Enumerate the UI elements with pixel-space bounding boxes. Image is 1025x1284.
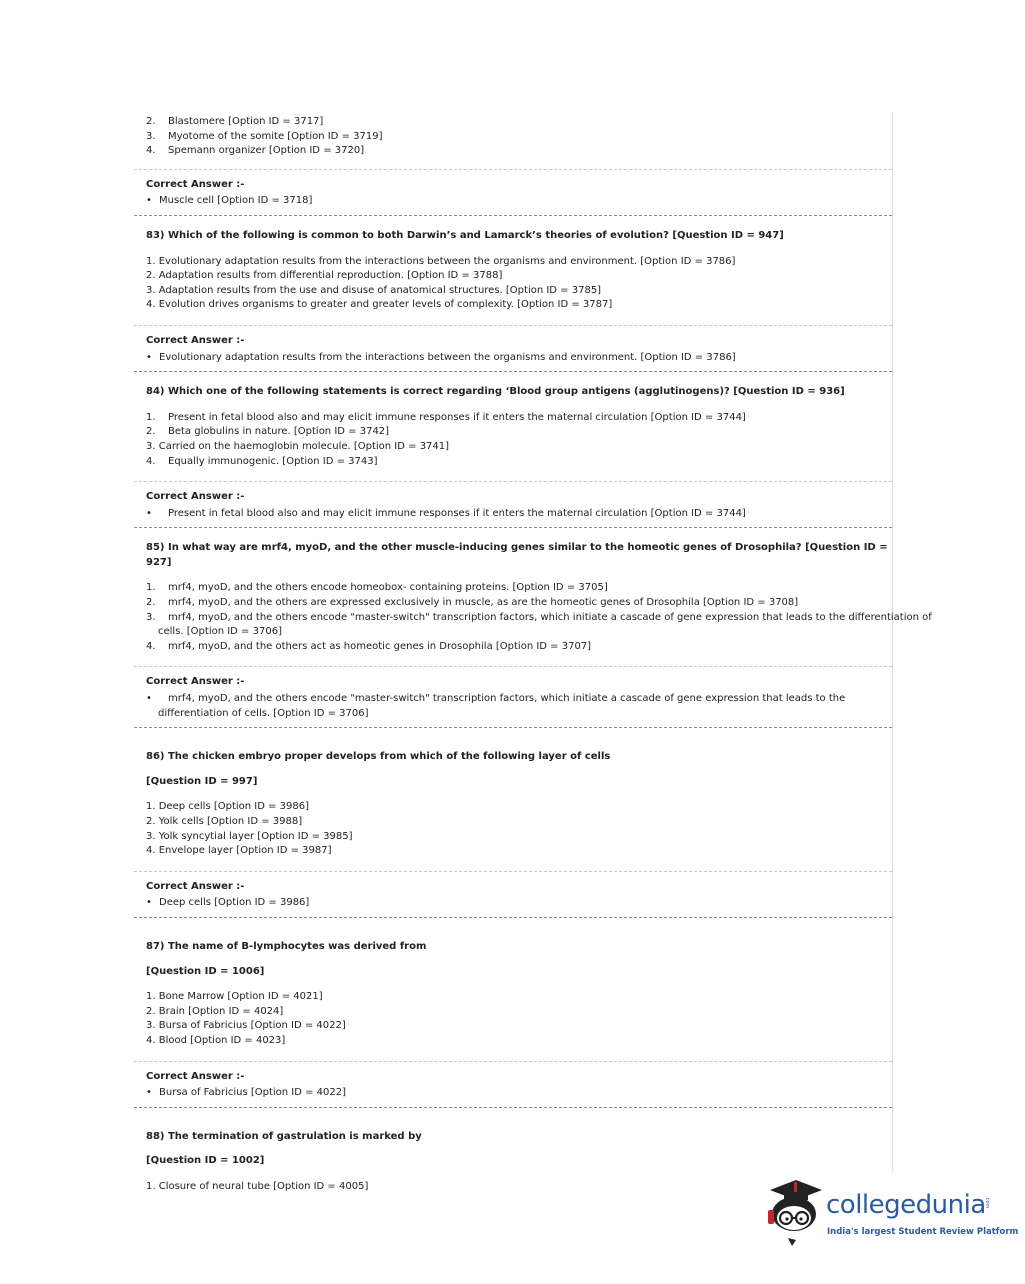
question-id: [Question ID = 1006] <box>146 965 265 977</box>
option-row: 3. Bursa of Fabricius [Option ID = 4022] <box>146 1020 346 1032</box>
bullet-icon: • <box>146 693 152 705</box>
correct-answer-heading: Correct Answer :- <box>146 491 245 503</box>
option-row: 2. Blastomere [Option ID = 3717] <box>146 116 324 127</box>
question-text: 88) The termination of gastrulation is marked by <box>146 1130 422 1142</box>
option-row: 2. Adaptation results from differential reproduction. [Option ID = 3788] <box>146 270 503 282</box>
option-row: 4. Blood [Option ID = 4023] <box>146 1034 286 1046</box>
option-row: 1. Evolutionary adaptation results from the interactions between the organisms and environment. [Option ID = 3786] <box>146 255 736 267</box>
question-text: 84) Which one of the following statements is correct regarding ‘Blood group antigens (agglutinogens)? [Question ID = 936] <box>146 386 845 398</box>
q84-correct-answer <box>134 482 892 527</box>
q82-correct-answer <box>134 170 892 215</box>
correct-answer-text: • Evolutionary adaptation results from the interactions between the organisms and environment. [Option ID = 3786] <box>146 351 892 366</box>
q83-correct-answer <box>134 326 892 371</box>
question-id: [Question ID = 997] <box>146 775 258 787</box>
q86-correct-answer <box>134 872 892 917</box>
option-row: 3. Carried on the haemoglobin molecule. [Option ID = 3741] <box>146 440 450 452</box>
correct-answer-text: • Present in fetal blood also and may elicit immune responses if it enters the maternal circulation [Option ID = 3744] <box>146 507 892 522</box>
question-id: [Question ID = 1002] <box>146 1155 265 1167</box>
bullet-icon: • <box>146 195 152 207</box>
question-text: 83) Which of the following is common to both Darwin’s and Lamarck’s theories of evolution? [Question ID = 947] <box>146 229 784 241</box>
bullet-icon: • <box>146 1087 152 1099</box>
question-84 <box>134 372 892 481</box>
question-86 <box>134 728 892 871</box>
option-row: 3. Adaptation results from the use and disuse of anatomical structures. [Option ID = 3785] <box>146 284 602 296</box>
option-row: 4. Equally immunogenic. [Option ID = 3743] <box>146 455 378 467</box>
question-text: 87) The name of B-lymphocytes was derived from <box>146 940 427 952</box>
brand-tagline: India's largest Student Review Platform <box>827 1227 1019 1237</box>
correct-answer-heading: Correct Answer :- <box>146 676 245 688</box>
option-row: 4. mrf4, myoD, and the others act as homeotic genes in Drosophila [Option ID = 3707] <box>146 640 592 652</box>
option-row: 4. Envelope layer [Option ID = 3987] <box>146 845 332 857</box>
correct-answer-heading: Correct Answer :- <box>146 334 245 346</box>
option-row: 1. mrf4, myoD, and the others encode homeobox- containing proteins. [Option ID = 3705] <box>146 582 608 594</box>
correct-answer-heading: Correct Answer :- <box>146 1070 245 1082</box>
option-row: 1. Present in fetal blood also and may elicit immune responses if it enters the maternal circulation [Option ID = 3744] <box>146 411 746 423</box>
correct-answer-heading: Correct Answer :- <box>146 178 245 190</box>
option-row: 3. Myotome of the somite [Option ID = 3719] <box>146 130 383 142</box>
collegedunia-logo <box>766 1176 1019 1248</box>
question-87 <box>134 918 892 1061</box>
correct-answer-text: • mrf4, myoD, and the others encode "master-switch" transcription factors, which initiate a cascade of gene expression that leads to the <box>146 692 892 707</box>
correct-answer-text: • Muscle cell [Option ID = 3718] <box>146 194 892 209</box>
correct-answer-continuation: differentiation of cells. [Option ID = 3706] <box>158 707 369 719</box>
option-row: 2. Beta globulins in nature. [Option ID = 3742] <box>146 426 390 438</box>
option-row: 4. Spemann organizer [Option ID = 3720] <box>146 145 365 157</box>
question-text: 86) The chicken embryo proper develops from which of the following layer of cells <box>146 751 611 763</box>
option-row-continuation: cells. [Option ID = 3706] <box>158 626 282 638</box>
option-row: 3. mrf4, myoD, and the others encode "master-switch" transcription factors, which initiate a cascade of gene expression that leads to the differentiation of <box>146 611 932 623</box>
option-row: 3. Yolk syncytial layer [Option ID = 3985] <box>146 830 353 842</box>
option-row: 1. Bone Marrow [Option ID = 4021] <box>146 991 323 1003</box>
correct-answer-text: • Deep cells [Option ID = 3986] <box>146 896 892 911</box>
brand-domain: .com <box>984 1196 990 1209</box>
q87-correct-answer <box>134 1062 892 1107</box>
option-row: 2. Brain [Option ID = 4024] <box>146 1005 284 1017</box>
bullet-icon: • <box>146 507 152 519</box>
question-text: 85) In what way are mrf4, myoD, and the other muscle-inducing genes similar to the homeotic genes of Drosophila? [Question ID = 927] <box>146 542 888 568</box>
option-row: 2. Yolk cells [Option ID = 3988] <box>146 816 303 827</box>
option-row: 4. Evolution drives organisms to greater and greater levels of complexity. [Option ID = 3787] <box>146 299 613 311</box>
option-row: 2. mrf4, myoD, and the others are expressed exclusively in muscle, as are the homeotic genes of Drosophila [Option ID = 3708] <box>146 597 799 609</box>
document-page <box>134 112 932 1192</box>
question-85 <box>134 528 932 666</box>
brand-name: collegedunia <box>826 1190 986 1220</box>
correct-answer-heading: Correct Answer :- <box>146 880 245 892</box>
bullet-icon: • <box>146 351 152 363</box>
mascot-icon <box>766 1176 822 1248</box>
q85-correct-answer <box>134 667 892 727</box>
option-row: 1. Closure of neural tube [Option ID = 4005] <box>146 1180 369 1192</box>
bullet-icon: • <box>146 897 152 909</box>
question-83 <box>134 216 892 325</box>
correct-answer-text: • Bursa of Fabricius [Option ID = 4022] <box>146 1086 892 1101</box>
option-row: 1. Deep cells [Option ID = 3986] <box>146 801 310 813</box>
q82-options <box>134 112 892 159</box>
